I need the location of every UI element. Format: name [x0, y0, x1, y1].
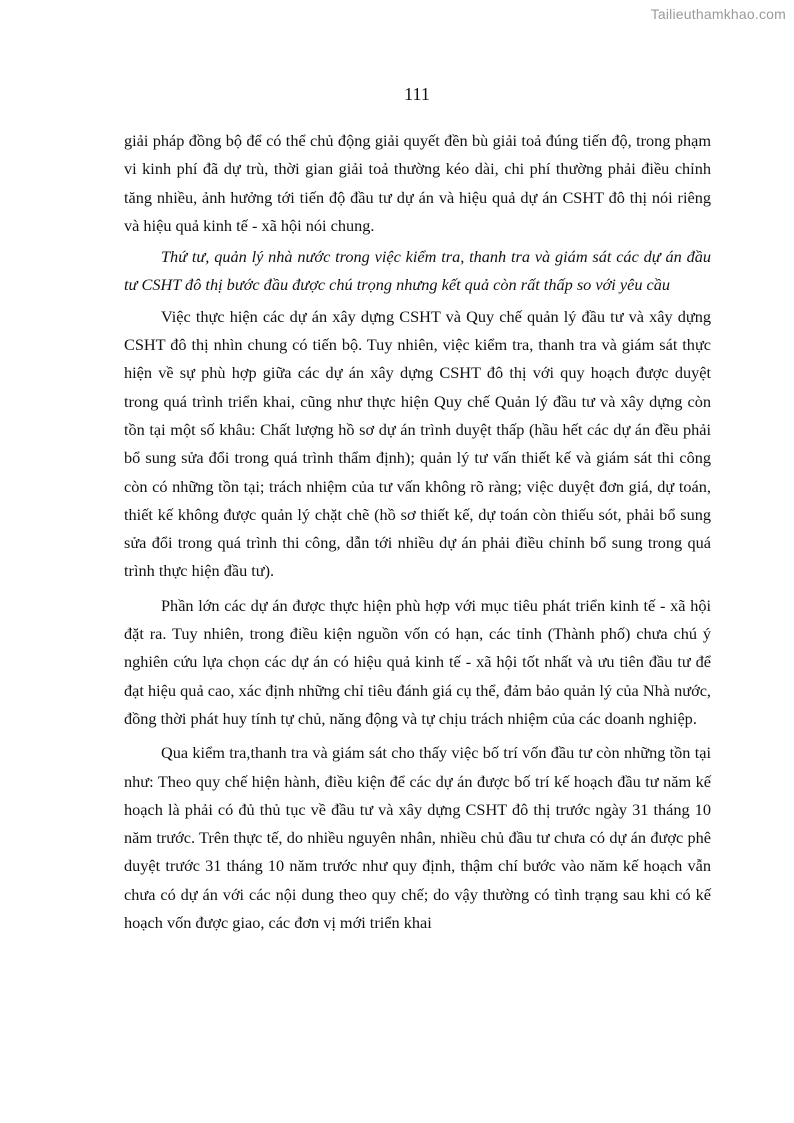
paragraph: Việc thực hiện các dự án xây dựng CSHT và Quy chế quản lý đầu tư và xây dựng CSHT đô thị nhìn chung có tiến bộ. Tuy nhiên, việc kiểm tra, thanh tra và giám sát thực hiện về sự phù hợp giữa các dự án xây dựng CSHT đô thị với quy hoạch được duyệt trong quá trình triển khai, cũng như thực hiện Quy chế Quản lý đầu tư và xây dựng còn tồn tại một số khâu: Chất lượng hồ sơ dự án trình duyệt thấp (hầu hết các dự án đều phải bổ sung sửa đổi trong quá trình thẩm định); quản lý tư vấn thiết kế và giám sát thi công còn có những tồn tại; trách nhiệm của tư vấn không rõ ràng; việc duyệt đơn giá, dự toán, thiết kế không được quản lý chặt chẽ (hồ sơ thiết kế, dự toán còn thiếu sót, phải bổ sung sửa đổi trong quá trình thi công, dẫn tới nhiều dự án phải điều chỉnh bổ sung trong quá trình thực hiện đầu tư).: [124, 306, 711, 581]
paragraph-continuation: giải pháp đồng bộ để có thể chủ động giải quyết đền bù giải toả đúng tiến độ, trong phạm vi kinh phí đã dự trù, thời gian giải toả thường kéo dài, chi phí thường phải điều chỉnh tăng nhiều, ảnh hưởng tới tiến độ đầu tư dự án và hiệu quả dự án CSHT đô thị nói riêng và hiệu quả kinh tế - xã hội nói chung.: [124, 131, 711, 235]
paragraph: Qua kiểm tra,thanh tra và giám sát cho thấy việc bố trí vốn đầu tư còn những tồn tại như: Theo quy chế hiện hành, điều kiện để các dự án được bố trí kế hoạch đầu tư năm kế hoạch là phải có đủ thủ tục về đầu tư và xây dựng CSHT đô thị trước ngày 31 tháng 10 năm trước. Trên thực tế, do nhiều nguyên nhân, nhiều chủ đầu tư chưa có dự án được phê duyệt trước 31 tháng 10 năm trước như quy định, thậm chí bước vào năm kế hoạch vẫn chưa có dự án với các nội dung theo quy chế; do vậy thường có tình trạng sau khi có kế hoạch vốn được giao, các đơn vị mới triển khai: [124, 743, 711, 933]
section-heading-italic: Thứ tư, quản lý nhà nước trong việc kiểm tra, thanh tra và giám sát các dự án đầu tư CSHT đô thị bước đầu được chú trọng nhưng kết quả còn rất thấp so với yêu cầu: [124, 247, 711, 295]
watermark-text: Tailieuthamkhao.com: [650, 6, 786, 22]
page-number: 111: [404, 84, 430, 104]
paragraph: Phần lớn các dự án được thực hiện phù hợp với mục tiêu phát triển kinh tế - xã hội đặt ra. Tuy nhiên, trong điều kiện nguồn vốn có hạn, các tỉnh (Thành phố) chưa chú ý nghiên cứu lựa chọn các dự án có hiệu quả kinh tế - xã hội tốt nhất và ưu tiên đầu tư để đạt hiệu quả cao, xác định những chỉ tiêu đánh giá cụ thể, đảm bảo quản lý của Nhà nước, đồng thời phát huy tính tự chủ, năng động và tự chịu trách nhiệm của các doanh nghiệp.: [124, 595, 711, 728]
document-body: [124, 127, 711, 940]
